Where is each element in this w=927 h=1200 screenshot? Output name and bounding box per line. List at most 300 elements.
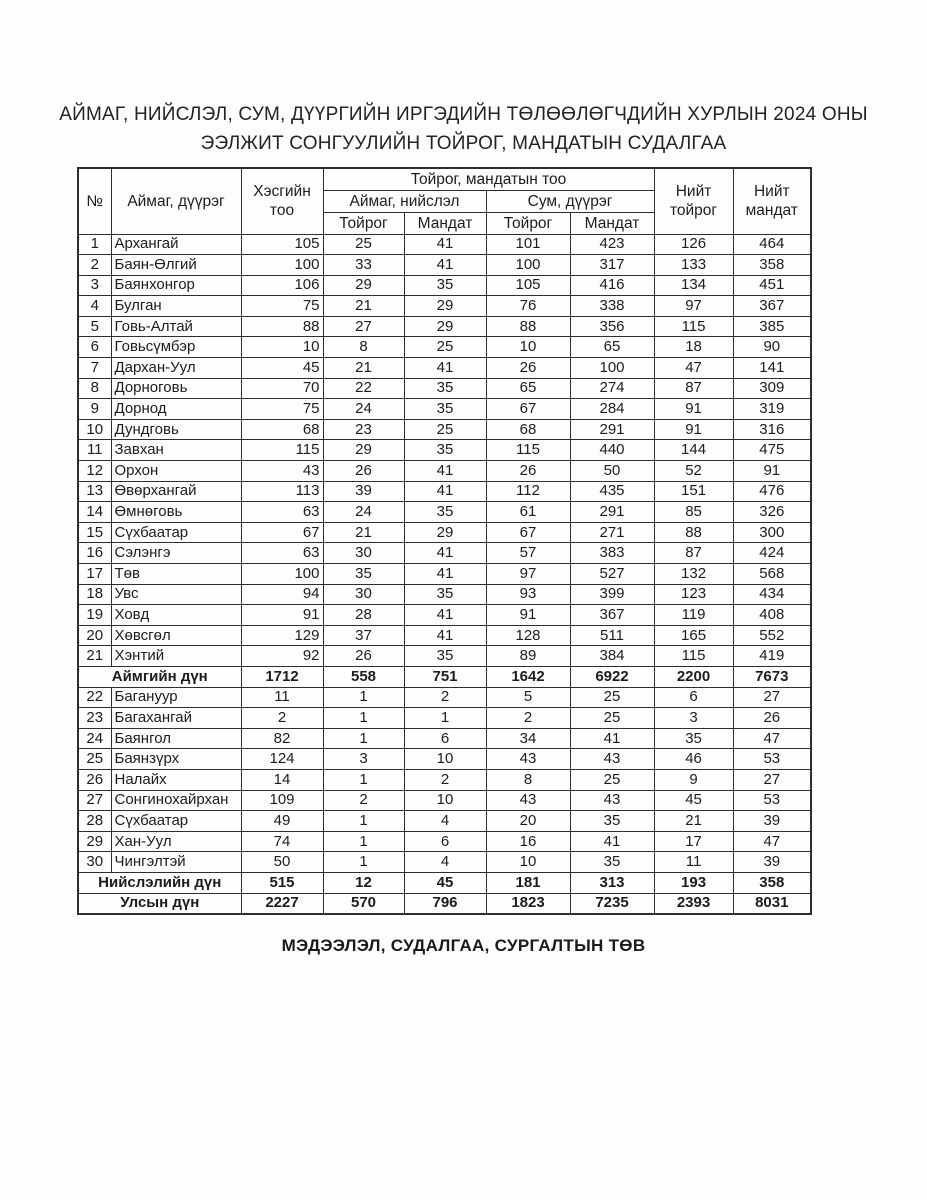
- table-row: [78, 728, 811, 749]
- cell-aimag-mandat: 4: [404, 811, 486, 832]
- header-niit-mandat: Нийт мандат: [733, 168, 811, 234]
- cell-sum-mandat: 423: [570, 234, 654, 255]
- cell-aimag-toirog: 26: [323, 646, 404, 667]
- table-row: [78, 255, 811, 276]
- cell-aimag-toirog: 30: [323, 584, 404, 605]
- cell-aimag-toirog: 22: [323, 378, 404, 399]
- header-row-1: [78, 168, 811, 190]
- cell-region-name: Хэнтий: [111, 646, 241, 667]
- cell-sum-mandat: 7235: [570, 893, 654, 914]
- cell-khesgiin-too: 100: [241, 564, 323, 585]
- cell-sum-toirog: 128: [486, 625, 570, 646]
- table-total-row: [78, 893, 811, 914]
- cell-aimag-toirog: 30: [323, 543, 404, 564]
- cell-aimag-toirog: 1: [323, 769, 404, 790]
- cell-niit-mandat: 316: [733, 419, 811, 440]
- cell-khesgiin-too: 63: [241, 543, 323, 564]
- cell-aimag-toirog: 1: [323, 687, 404, 708]
- cell-aimag-mandat: 29: [404, 296, 486, 317]
- cell-sum-mandat: 317: [570, 255, 654, 276]
- cell-khesgiin-too: 68: [241, 419, 323, 440]
- cell-region-name: Баянзүрх: [111, 749, 241, 770]
- cell-row-number: 4: [78, 296, 111, 317]
- cell-sum-toirog: 34: [486, 728, 570, 749]
- cell-niit-mandat: 53: [733, 749, 811, 770]
- cell-sum-toirog: 105: [486, 275, 570, 296]
- cell-khesgiin-too: 515: [241, 872, 323, 893]
- cell-region-name: Увс: [111, 584, 241, 605]
- cell-row-number: 11: [78, 440, 111, 461]
- cell-aimag-mandat: 41: [404, 625, 486, 646]
- cell-aimag-mandat: 41: [404, 461, 486, 482]
- page-title-line1: АЙМАГ, НИЙСЛЭЛ, СУМ, ДҮҮРГИЙН ИРГЭДИЙН ТӨЛӨӨЛӨГЧДИЙН ХУРЛЫН 2024 ОНЫ: [59, 104, 868, 125]
- cell-aimag-mandat: 751: [404, 666, 486, 687]
- cell-niit-mandat: 26: [733, 708, 811, 729]
- cell-aimag-mandat: 35: [404, 502, 486, 523]
- cell-row-number: 26: [78, 769, 111, 790]
- cell-aimag-mandat: 35: [404, 378, 486, 399]
- cell-aimag-mandat: 29: [404, 316, 486, 337]
- table-row: [78, 831, 811, 852]
- cell-khesgiin-too: 109: [241, 790, 323, 811]
- cell-aimag-toirog: 1: [323, 728, 404, 749]
- cell-niit-toirog: 115: [654, 316, 733, 337]
- cell-aimag-toirog: 35: [323, 564, 404, 585]
- cell-niit-mandat: 39: [733, 852, 811, 873]
- cell-niit-toirog: 17: [654, 831, 733, 852]
- cell-row-number: 5: [78, 316, 111, 337]
- cell-sum-mandat: 50: [570, 461, 654, 482]
- cell-khesgiin-too: 124: [241, 749, 323, 770]
- cell-aimag-mandat: 1: [404, 708, 486, 729]
- table-row: [78, 316, 811, 337]
- cell-niit-toirog: 47: [654, 358, 733, 379]
- cell-sum-toirog: 68: [486, 419, 570, 440]
- cell-khesgiin-too: 129: [241, 625, 323, 646]
- cell-sum-toirog: 10: [486, 337, 570, 358]
- cell-row-number: 2: [78, 255, 111, 276]
- cell-sum-toirog: 88: [486, 316, 570, 337]
- cell-region-name: Сүхбаатар: [111, 522, 241, 543]
- table-row: [78, 584, 811, 605]
- cell-khesgiin-too: 74: [241, 831, 323, 852]
- cell-sum-toirog: 97: [486, 564, 570, 585]
- cell-sum-mandat: 313: [570, 872, 654, 893]
- cell-row-number: 1: [78, 234, 111, 255]
- cell-niit-toirog: 115: [654, 646, 733, 667]
- cell-sum-toirog: 181: [486, 872, 570, 893]
- cell-sum-mandat: 399: [570, 584, 654, 605]
- cell-row-number: 3: [78, 275, 111, 296]
- cell-sum-toirog: 8: [486, 769, 570, 790]
- cell-niit-mandat: 451: [733, 275, 811, 296]
- table-row: [78, 749, 811, 770]
- cell-khesgiin-too: 115: [241, 440, 323, 461]
- cell-aimag-mandat: 29: [404, 522, 486, 543]
- cell-sum-toirog: 93: [486, 584, 570, 605]
- cell-khesgiin-too: 11: [241, 687, 323, 708]
- cell-region-name: Өвөрхангай: [111, 481, 241, 502]
- cell-region-name: Багахангай: [111, 708, 241, 729]
- table-row: [78, 708, 811, 729]
- cell-region-name: Дархан-Уул: [111, 358, 241, 379]
- cell-sum-mandat: 356: [570, 316, 654, 337]
- table-row: [78, 419, 811, 440]
- cell-khesgiin-too: 49: [241, 811, 323, 832]
- table-total-row: [78, 872, 811, 893]
- cell-aimag-mandat: 35: [404, 440, 486, 461]
- cell-sum-mandat: 35: [570, 811, 654, 832]
- cell-niit-mandat: 358: [733, 255, 811, 276]
- cell-niit-toirog: 18: [654, 337, 733, 358]
- cell-niit-mandat: 385: [733, 316, 811, 337]
- cell-sum-mandat: 384: [570, 646, 654, 667]
- cell-sum-toirog: 67: [486, 522, 570, 543]
- cell-sum-mandat: 383: [570, 543, 654, 564]
- cell-aimag-mandat: 6: [404, 728, 486, 749]
- cell-sum-mandat: 284: [570, 399, 654, 420]
- cell-aimag-mandat: 41: [404, 605, 486, 626]
- cell-aimag-toirog: 23: [323, 419, 404, 440]
- cell-niit-mandat: 476: [733, 481, 811, 502]
- cell-sum-toirog: 20: [486, 811, 570, 832]
- table-row: [78, 522, 811, 543]
- cell-sum-toirog: 26: [486, 358, 570, 379]
- header-mandat-aimag: Мандат: [404, 212, 486, 234]
- cell-row-number: 28: [78, 811, 111, 832]
- cell-aimag-toirog: 21: [323, 296, 404, 317]
- cell-niit-mandat: 27: [733, 687, 811, 708]
- cell-aimag-toirog: 1: [323, 811, 404, 832]
- cell-aimag-toirog: 29: [323, 275, 404, 296]
- cell-region-name: Баянгол: [111, 728, 241, 749]
- table-row: [78, 296, 811, 317]
- cell-sum-mandat: 65: [570, 337, 654, 358]
- table-row: [78, 852, 811, 873]
- table-row: [78, 234, 811, 255]
- cell-sum-toirog: 76: [486, 296, 570, 317]
- cell-sum-mandat: 367: [570, 605, 654, 626]
- cell-sum-mandat: 41: [570, 831, 654, 852]
- cell-aimag-mandat: 41: [404, 543, 486, 564]
- cell-niit-mandat: 47: [733, 728, 811, 749]
- table-row: [78, 605, 811, 626]
- cell-region-name: Сүхбаатар: [111, 811, 241, 832]
- cell-niit-mandat: 141: [733, 358, 811, 379]
- cell-khesgiin-too: 105: [241, 234, 323, 255]
- table-row: [78, 564, 811, 585]
- cell-region-name: Дундговь: [111, 419, 241, 440]
- cell-aimag-mandat: 35: [404, 399, 486, 420]
- cell-sum-mandat: 440: [570, 440, 654, 461]
- cell-region-name: Баян-Өлгий: [111, 255, 241, 276]
- footer-title: МЭДЭЭЛЭЛ, СУДАЛГАА, СУРГАЛТЫН ТӨВ: [281, 936, 646, 955]
- cell-row-number: 25: [78, 749, 111, 770]
- cell-niit-mandat: 53: [733, 790, 811, 811]
- table-row: [78, 461, 811, 482]
- cell-region-name: Налайх: [111, 769, 241, 790]
- cell-sum-toirog: 1642: [486, 666, 570, 687]
- cell-sum-mandat: 25: [570, 708, 654, 729]
- table-row: [78, 811, 811, 832]
- table-row: [78, 399, 811, 420]
- cell-sum-mandat: 25: [570, 687, 654, 708]
- cell-aimag-mandat: 2: [404, 769, 486, 790]
- cell-niit-mandat: 419: [733, 646, 811, 667]
- cell-aimag-mandat: 41: [404, 481, 486, 502]
- cell-niit-toirog: 52: [654, 461, 733, 482]
- table-row: [78, 543, 811, 564]
- cell-region-name: Говьсүмбэр: [111, 337, 241, 358]
- cell-niit-toirog: 85: [654, 502, 733, 523]
- cell-sum-toirog: 89: [486, 646, 570, 667]
- table-row: [78, 378, 811, 399]
- cell-sum-toirog: 112: [486, 481, 570, 502]
- cell-row-number: 17: [78, 564, 111, 585]
- cell-sum-toirog: 57: [486, 543, 570, 564]
- cell-khesgiin-too: 88: [241, 316, 323, 337]
- cell-region-name: Дорнод: [111, 399, 241, 420]
- cell-khesgiin-too: 75: [241, 296, 323, 317]
- cell-khesgiin-too: 70: [241, 378, 323, 399]
- cell-row-number: 22: [78, 687, 111, 708]
- table-header: [78, 168, 811, 234]
- table-row: [78, 337, 811, 358]
- cell-sum-toirog: 43: [486, 749, 570, 770]
- cell-aimag-toirog: 8: [323, 337, 404, 358]
- page-title: [0, 100, 927, 158]
- cell-sum-toirog: 101: [486, 234, 570, 255]
- cell-niit-mandat: 408: [733, 605, 811, 626]
- cell-region-name: Төв: [111, 564, 241, 585]
- cell-khesgiin-too: 43: [241, 461, 323, 482]
- header-sum-duureg: Сум, дүүрэг: [486, 190, 654, 212]
- cell-niit-toirog: 21: [654, 811, 733, 832]
- header-khesgiin: Хэсгийн тоо: [241, 168, 323, 234]
- cell-niit-toirog: 97: [654, 296, 733, 317]
- cell-row-number: 16: [78, 543, 111, 564]
- cell-sum-mandat: 527: [570, 564, 654, 585]
- cell-row-number: 7: [78, 358, 111, 379]
- cell-region-name: Сэлэнгэ: [111, 543, 241, 564]
- cell-khesgiin-too: 1712: [241, 666, 323, 687]
- cell-region-name: Говь-Алтай: [111, 316, 241, 337]
- cell-khesgiin-too: 2: [241, 708, 323, 729]
- cell-sum-toirog: 43: [486, 790, 570, 811]
- cell-row-number: 27: [78, 790, 111, 811]
- header-toirog-sum: Тойрог: [486, 212, 570, 234]
- cell-aimag-toirog: 25: [323, 234, 404, 255]
- cell-sum-mandat: 511: [570, 625, 654, 646]
- cell-sum-mandat: 416: [570, 275, 654, 296]
- cell-aimag-mandat: 35: [404, 275, 486, 296]
- cell-region-name: Хөвсгөл: [111, 625, 241, 646]
- cell-aimag-mandat: 10: [404, 749, 486, 770]
- cell-niit-mandat: 568: [733, 564, 811, 585]
- table-total-row: [78, 666, 811, 687]
- cell-khesgiin-too: 2227: [241, 893, 323, 914]
- cell-row-number: 21: [78, 646, 111, 667]
- cell-row-number: 13: [78, 481, 111, 502]
- cell-niit-mandat: 552: [733, 625, 811, 646]
- cell-khesgiin-too: 82: [241, 728, 323, 749]
- header-region: Аймаг, дүүрэг: [111, 168, 241, 234]
- cell-sum-toirog: 115: [486, 440, 570, 461]
- cell-row-number: 9: [78, 399, 111, 420]
- cell-aimag-mandat: 45: [404, 872, 486, 893]
- cell-sum-toirog: 26: [486, 461, 570, 482]
- cell-khesgiin-too: 10: [241, 337, 323, 358]
- cell-khesgiin-too: 63: [241, 502, 323, 523]
- table-row: [78, 769, 811, 790]
- cell-aimag-mandat: 41: [404, 234, 486, 255]
- cell-aimag-toirog: 37: [323, 625, 404, 646]
- cell-niit-toirog: 9: [654, 769, 733, 790]
- cell-sum-mandat: 25: [570, 769, 654, 790]
- cell-aimag-toirog: 558: [323, 666, 404, 687]
- cell-niit-mandat: 309: [733, 378, 811, 399]
- cell-aimag-mandat: 41: [404, 255, 486, 276]
- cell-region-name: Баянхонгор: [111, 275, 241, 296]
- cell-aimag-toirog: 24: [323, 502, 404, 523]
- cell-niit-mandat: 367: [733, 296, 811, 317]
- table-body: [78, 234, 811, 914]
- cell-row-number: 12: [78, 461, 111, 482]
- cell-niit-toirog: 119: [654, 605, 733, 626]
- cell-niit-toirog: 87: [654, 378, 733, 399]
- cell-total-label: Аймгийн дүн: [78, 666, 241, 687]
- cell-row-number: 14: [78, 502, 111, 523]
- cell-aimag-toirog: 21: [323, 522, 404, 543]
- cell-sum-toirog: 61: [486, 502, 570, 523]
- cell-niit-mandat: 358: [733, 872, 811, 893]
- cell-aimag-mandat: 2: [404, 687, 486, 708]
- cell-row-number: 23: [78, 708, 111, 729]
- cell-aimag-mandat: 25: [404, 419, 486, 440]
- table-row: [78, 646, 811, 667]
- cell-row-number: 10: [78, 419, 111, 440]
- cell-niit-toirog: 91: [654, 419, 733, 440]
- cell-khesgiin-too: 94: [241, 584, 323, 605]
- cell-khesgiin-too: 106: [241, 275, 323, 296]
- cell-niit-mandat: 300: [733, 522, 811, 543]
- cell-sum-toirog: 10: [486, 852, 570, 873]
- cell-khesgiin-too: 92: [241, 646, 323, 667]
- cell-aimag-mandat: 35: [404, 646, 486, 667]
- cell-khesgiin-too: 91: [241, 605, 323, 626]
- cell-khesgiin-too: 100: [241, 255, 323, 276]
- cell-niit-toirog: 46: [654, 749, 733, 770]
- cell-sum-mandat: 6922: [570, 666, 654, 687]
- cell-niit-toirog: 151: [654, 481, 733, 502]
- cell-niit-toirog: 88: [654, 522, 733, 543]
- cell-aimag-toirog: 1: [323, 852, 404, 873]
- cell-region-name: Орхон: [111, 461, 241, 482]
- cell-niit-mandat: 91: [733, 461, 811, 482]
- cell-sum-mandat: 271: [570, 522, 654, 543]
- cell-niit-mandat: 47: [733, 831, 811, 852]
- cell-aimag-toirog: 27: [323, 316, 404, 337]
- cell-region-name: Багануур: [111, 687, 241, 708]
- cell-sum-toirog: 1823: [486, 893, 570, 914]
- cell-total-label: Улсын дүн: [78, 893, 241, 914]
- cell-aimag-toirog: 29: [323, 440, 404, 461]
- cell-khesgiin-too: 75: [241, 399, 323, 420]
- cell-region-name: Өмнөговь: [111, 502, 241, 523]
- cell-row-number: 6: [78, 337, 111, 358]
- cell-sum-mandat: 43: [570, 749, 654, 770]
- cell-sum-toirog: 16: [486, 831, 570, 852]
- cell-niit-toirog: 193: [654, 872, 733, 893]
- cell-row-number: 24: [78, 728, 111, 749]
- cell-niit-toirog: 2200: [654, 666, 733, 687]
- cell-niit-mandat: 39: [733, 811, 811, 832]
- table-row: [78, 502, 811, 523]
- cell-aimag-toirog: 28: [323, 605, 404, 626]
- header-mandat-sum: Мандат: [570, 212, 654, 234]
- cell-region-name: Дорноговь: [111, 378, 241, 399]
- cell-niit-toirog: 133: [654, 255, 733, 276]
- cell-niit-toirog: 87: [654, 543, 733, 564]
- cell-region-name: Булган: [111, 296, 241, 317]
- cell-sum-toirog: 67: [486, 399, 570, 420]
- cell-aimag-toirog: 21: [323, 358, 404, 379]
- survey-table: [77, 167, 812, 915]
- cell-sum-toirog: 5: [486, 687, 570, 708]
- header-no: №: [78, 168, 111, 234]
- cell-aimag-toirog: 3: [323, 749, 404, 770]
- cell-aimag-mandat: 6: [404, 831, 486, 852]
- cell-sum-mandat: 274: [570, 378, 654, 399]
- table-row: [78, 275, 811, 296]
- cell-aimag-mandat: 35: [404, 584, 486, 605]
- cell-khesgiin-too: 50: [241, 852, 323, 873]
- cell-aimag-mandat: 10: [404, 790, 486, 811]
- cell-region-name: Хан-Уул: [111, 831, 241, 852]
- cell-niit-mandat: 8031: [733, 893, 811, 914]
- header-toirog-aimag: Тойрог: [323, 212, 404, 234]
- cell-total-label: Нийслэлийн дүн: [78, 872, 241, 893]
- cell-niit-mandat: 7673: [733, 666, 811, 687]
- cell-niit-mandat: 90: [733, 337, 811, 358]
- cell-sum-mandat: 291: [570, 419, 654, 440]
- cell-niit-toirog: 144: [654, 440, 733, 461]
- cell-niit-mandat: 319: [733, 399, 811, 420]
- table-row: [78, 440, 811, 461]
- cell-niit-mandat: 326: [733, 502, 811, 523]
- cell-khesgiin-too: 14: [241, 769, 323, 790]
- cell-row-number: 29: [78, 831, 111, 852]
- cell-aimag-toirog: 33: [323, 255, 404, 276]
- cell-niit-toirog: 123: [654, 584, 733, 605]
- cell-niit-toirog: 132: [654, 564, 733, 585]
- cell-niit-toirog: 126: [654, 234, 733, 255]
- cell-aimag-toirog: 570: [323, 893, 404, 914]
- cell-khesgiin-too: 67: [241, 522, 323, 543]
- cell-niit-toirog: 165: [654, 625, 733, 646]
- cell-niit-toirog: 45: [654, 790, 733, 811]
- cell-niit-toirog: 3: [654, 708, 733, 729]
- cell-sum-mandat: 435: [570, 481, 654, 502]
- cell-niit-toirog: 6: [654, 687, 733, 708]
- cell-niit-toirog: 91: [654, 399, 733, 420]
- cell-sum-mandat: 291: [570, 502, 654, 523]
- cell-aimag-toirog: 1: [323, 708, 404, 729]
- cell-sum-mandat: 41: [570, 728, 654, 749]
- cell-sum-mandat: 43: [570, 790, 654, 811]
- cell-sum-mandat: 338: [570, 296, 654, 317]
- table-row: [78, 481, 811, 502]
